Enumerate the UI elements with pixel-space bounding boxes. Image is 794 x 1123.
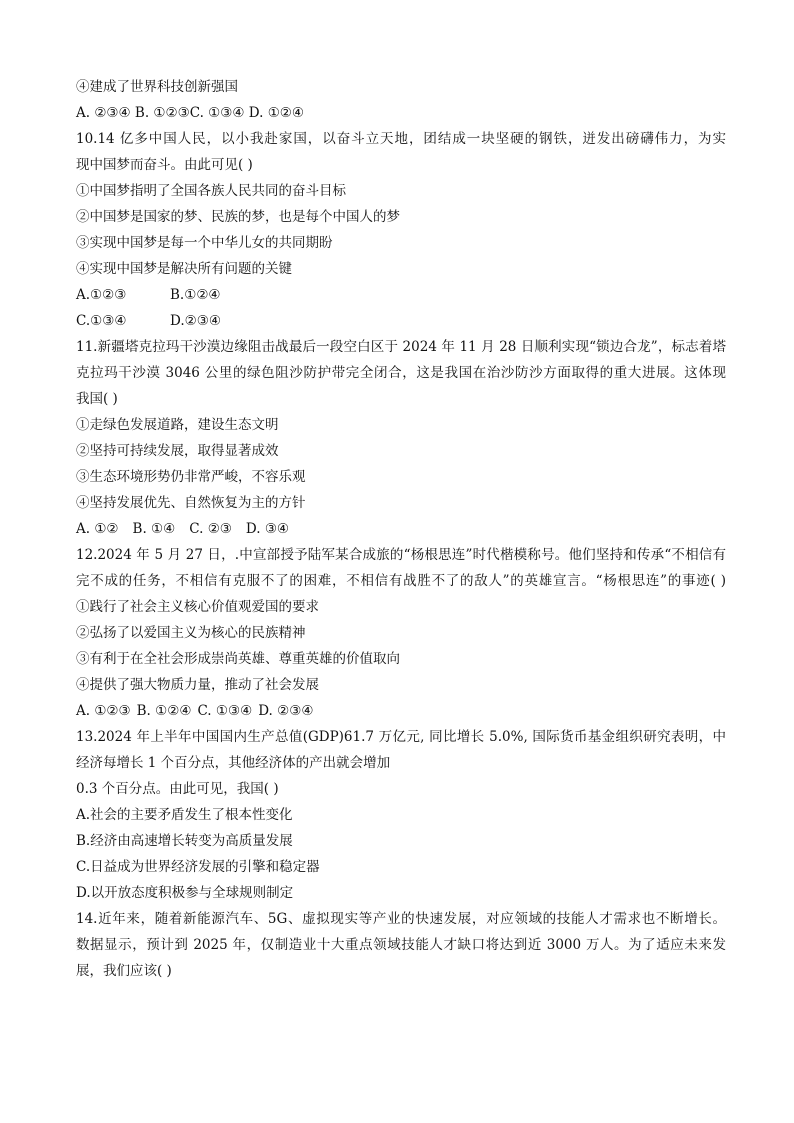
q11-option-b: B. ①④ <box>132 521 176 537</box>
q13-option-a: A.社会的主要矛盾发生了根本性变化 <box>76 807 293 823</box>
q10-statement-4: ④实现中国梦是解决所有问题的关键 <box>76 261 292 277</box>
q10-option-b: B.①②④ <box>170 287 221 303</box>
exam-page <box>76 74 726 984</box>
q11-option-c: C. ②③ <box>189 521 232 537</box>
q11-statement-1: ①走绿色发展道路，建设生态文明 <box>76 417 279 433</box>
q12-option-c: C. ①③④ <box>197 703 253 719</box>
q12-statement-3: ③有利于在全社会形成崇尚英雄、尊重英雄的价值取向 <box>76 651 400 667</box>
q14-stem-line-1: 14.近年来，随着新能源汽车、5G、虚拟现实等产业的快速发展，对应领域的技能人才需求也不断增长。 <box>76 911 726 927</box>
q10-stem-line-1: 10.14 亿多中国人民，以小我赴家国，以奋斗立天地，团结成一块坚硬的钢铁，迸发出磅礴伟力，为实 <box>76 131 726 147</box>
q10-statement-3: ③实现中国梦是每一个中华儿女的共同期盼 <box>76 235 333 251</box>
q10-options-row-2 <box>76 308 726 334</box>
q11-options <box>76 516 726 542</box>
q12-statement-2: ②弘扬了以爱国主义为核心的民族精神 <box>76 625 306 641</box>
q12-statement-1: ①践行了社会主义核心价值观爱国的要求 <box>76 599 319 615</box>
q12-statement-4: ④提供了强大物质力量，推动了社会发展 <box>76 677 319 693</box>
q10-option-c: C.①③④ <box>76 313 127 329</box>
q11-statement-3: ③生态环境形势仍非常严峻，不容乐观 <box>76 469 306 485</box>
q13-stem-line-1: 13.2024 年上半年中国国内生产总值(GDP)61.7 万亿元, 同比增长 5.0%, 国际货币基金组织研究表明，中 <box>76 729 726 745</box>
q13-stem-line-3: 0.3 个百分点。由此可见，我国( ) <box>76 781 279 797</box>
q12-options <box>76 698 726 724</box>
q11-statement-2: ②坚持可持续发展，取得显著成效 <box>76 443 279 459</box>
q12-option-b: B. ①②④ <box>136 703 192 719</box>
q11-option-d: D. ③④ <box>245 521 290 537</box>
q12-stem-line-1: 12.2024 年 5 月 27 日，.中宣部授予陆军某合成旅的“杨根思连”时代楷模称号。他们坚持和传承“不相信有 <box>76 547 726 563</box>
q11-stem-line-3: 我国( ) <box>76 391 118 407</box>
q10-stem-line-2: 现中国梦而奋斗。由此可见( ) <box>76 157 253 173</box>
q9-options: A. ②③④ B. ①②③C. ①③④ D. ①②④ <box>76 105 305 121</box>
q12-stem-line-2: 完不成的任务，不相信有克服不了的困难，不相信有战胜不了的敌人”的英雄宣言。“杨根思连”的事迹( ) <box>76 573 726 589</box>
q13-option-c: C.日益成为世界经济发展的引擎和稳定器 <box>76 859 320 875</box>
q13-stem-line-2: 经济每增长 1 个百分点，其他经济体的产出就会增加 <box>76 755 391 771</box>
q11-statement-4: ④坚持发展优先、自然恢复为主的方针 <box>76 495 306 511</box>
q10-option-a: A.①②③ <box>76 287 127 303</box>
q11-option-a: A. ①② <box>76 521 119 537</box>
q10-statement-1: ①中国梦指明了全国各族人民共同的奋斗目标 <box>76 183 346 199</box>
q11-stem-line-1: 11.新疆塔克拉玛干沙漠边缘阻击战最后一段空白区于 2024 年 11 月 28 日顺利实现“锁边合龙”，标志着塔 <box>76 339 726 355</box>
q10-option-d: D.②③④ <box>170 313 221 329</box>
q11-stem-line-2: 克拉玛干沙漠 3046 公里的绿色阻沙防护带完全闭合，这是我国在治沙防沙方面取得的重大进展。这体现 <box>76 365 726 381</box>
q12-option-d: D. ②③④ <box>258 703 314 719</box>
q10-statement-2: ②中国梦是国家的梦、民族的梦，也是每个中国人的梦 <box>76 209 400 225</box>
q14-stem-line-3: 展，我们应该( ) <box>76 963 172 979</box>
q14-stem-line-2: 数据显示，预计到 2025 年，仅制造业十大重点领域技能人才缺口将达到近 3000 万人。为了适应未来发 <box>76 937 726 953</box>
q10-options-row-1 <box>76 282 726 308</box>
q9-statement-4: ④建成了世界科技创新强国 <box>76 79 238 95</box>
q13-option-b: B.经济由高速增长转变为高质量发展 <box>76 833 293 849</box>
q12-option-a: A. ①②③ <box>76 703 131 719</box>
q13-option-d: D.以开放态度积极参与全球规则制定 <box>76 885 294 901</box>
